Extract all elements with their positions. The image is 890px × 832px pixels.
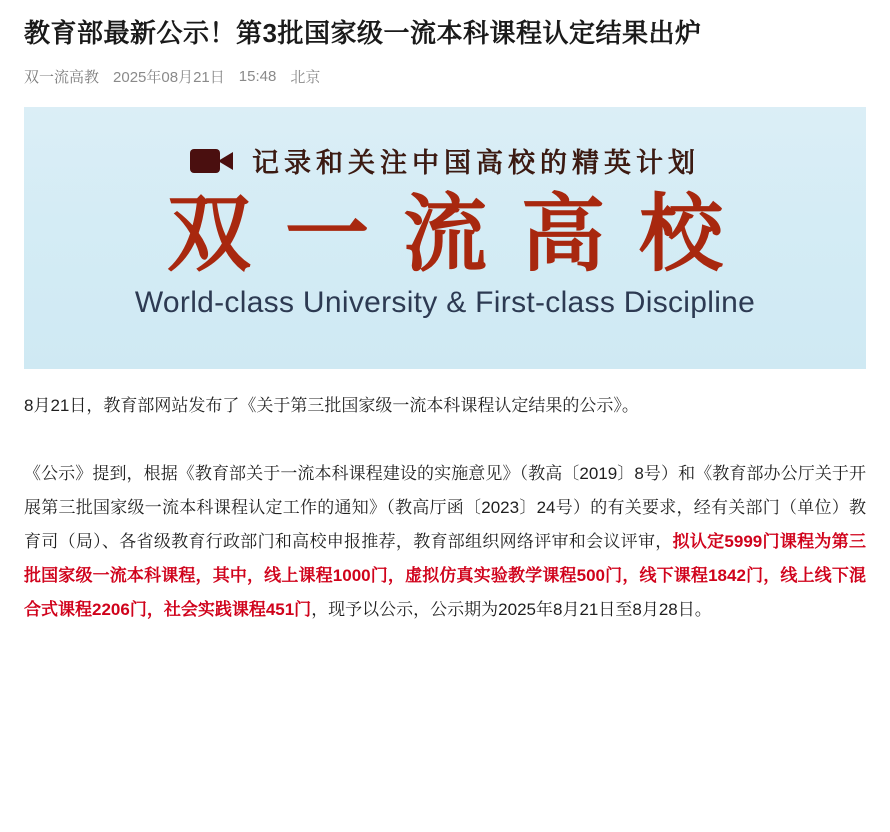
- hero-main-title: 双一流高校: [166, 184, 757, 283]
- paragraph-2: [24, 457, 866, 627]
- hero-tagline-row: [24, 107, 866, 180]
- bottom-spacer: [24, 644, 866, 654]
- meta-source-name[interactable]: 双一流高教: [24, 69, 100, 86]
- paragraph-1: 8月21日，教育部网站发布了《关于第三批国家级一流本科课程认定结果的公示》。: [24, 396, 639, 415]
- paragraph-2-part-1: 《公示》提到，根据《教育部关于一流本科课程建设的实施意见》（教高〔2019〕8号）和《教育部办公厅关于开展第三批国家级一流本科课程认定工作的通知》（教高厅函〔2023〕24号）的有关要求，经有关部门（单位）教育司（局）、各省级教育行政部门和高校申报推荐，教育部组织网络评审和会议评审，: [24, 464, 866, 551]
- meta-date: 2025年08月21日: [113, 69, 225, 86]
- article-container: [0, 16, 890, 654]
- meta-location: 北京: [290, 69, 321, 86]
- paragraph-2-part-2: ，现予以公示，公示期为2025年8月21日至8月28日。: [311, 600, 712, 619]
- video-camera-icon: [190, 147, 234, 175]
- article-meta: [24, 66, 866, 87]
- paragraph-2-highlight: 拟认定5999门课程为第三批国家级一流本科课程，其中，线上课程1000门，虚拟仿真实验教学课程500门，线下课程1842门，线上线下混合式课程2206门，社会实践课程451门: [24, 532, 866, 619]
- hero-image: [24, 107, 866, 369]
- meta-time: 15:48: [238, 68, 277, 85]
- page-title: 教育部最新公示！第3批国家级一流本科课程认定结果出炉: [24, 18, 702, 48]
- hero-tagline: 记录和关注中国高校的精英计划: [252, 148, 700, 179]
- hero-subtitle: World-class University & First-class Discipline: [134, 286, 756, 319]
